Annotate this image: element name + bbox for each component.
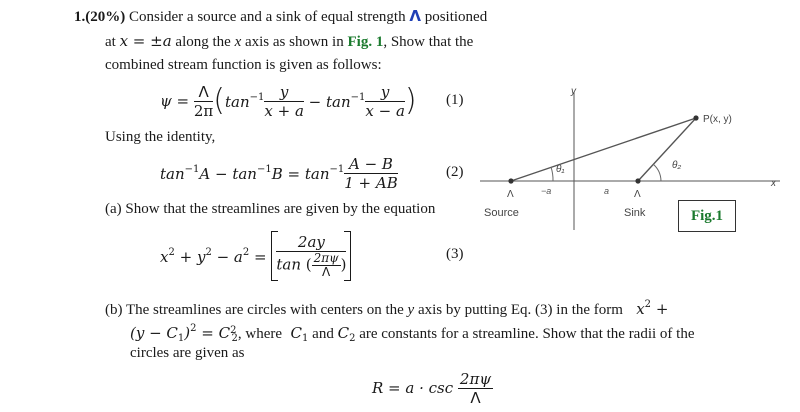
equation-2-label: (2) <box>446 164 464 180</box>
x-axis-label: x <box>771 178 776 189</box>
intro-text-1a: Consider a source and a sink of equal strength <box>129 9 406 25</box>
radius-equation: R = a · csc $\frac{2\pi\psi}{\Lambda}$ <box>372 369 492 407</box>
theta2-label: θ₂ <box>672 160 682 171</box>
neg-a-label: −a <box>541 186 552 196</box>
pos-a-label: a <box>604 186 610 196</box>
problem-number: 1.(20%) <box>74 9 126 25</box>
part-b-line-2: $(y - C_1)^2 = C^2_2$, where $C_1$ and $C_2$ are constants for a streamline. Show that the radii of the <box>130 323 695 344</box>
sink-point <box>635 178 640 183</box>
intro-text-2d: , Show that the <box>383 34 474 50</box>
intro-math-2: x = ±a <box>119 32 172 50</box>
equation-2: $\tan^{-1}A - \tan^{-1}B = \tan^{-1}$ $\frac{A - B}{1 + AB}$ <box>160 154 398 192</box>
intro-text-2b: along the <box>175 34 231 50</box>
intro-x-var: x <box>234 34 242 50</box>
sink-lambda: Λ <box>634 189 641 200</box>
theta2-arc <box>653 164 661 181</box>
part-b-text-2-end: are constants for a streamline. Show that the radii of the <box>359 326 695 342</box>
intro-text-2a: at <box>105 34 116 50</box>
part-b-and: and <box>312 326 334 342</box>
theta1-arc <box>551 167 553 181</box>
part-b-text-3: circles are given as <box>130 345 245 361</box>
theta1-label: θ₁ <box>556 164 565 175</box>
sink-label: Sink <box>624 207 646 219</box>
source-label: Source <box>484 207 519 219</box>
part-a-text: (a) Show that the streamlines are given by the equation <box>105 201 436 217</box>
intro-text-1b: positioned <box>424 9 488 25</box>
lambda-symbol: Λ <box>409 7 421 25</box>
equation-3: $x^2 + y^2 - a^2$ = 2ay tan ( $\frac{2\pi\psi}{\Lambda}$ ) <box>160 228 351 284</box>
figure-reference-link: Fig. 1 <box>347 34 384 50</box>
figure-1-diagram <box>475 82 795 242</box>
point-p-label: P(x, y) <box>703 114 732 125</box>
part-b-text-1b: axis by putting Eq. (3) in the form <box>417 302 623 318</box>
intro-text-2c: axis as shown in <box>244 34 344 50</box>
problem-intro-line-1 <box>74 6 487 27</box>
part-b-y-var: y <box>407 302 415 318</box>
figure-caption-box <box>678 200 736 232</box>
source-to-point-line <box>511 118 696 181</box>
part-b-text-1: (b) The streamlines are circles with centers on the <box>105 302 404 318</box>
part-b-line-1: (b) The streamlines are circles with centers on the y axis by putting Eq. (3) in the form $x^2$ + <box>105 299 669 318</box>
intro-text-3: combined stream function is given as follows: <box>105 57 382 73</box>
equation-1: ψ = $\frac{\Lambda}{2\pi}$ ( $\tan^{-1}$ $\frac{y}{x + a}$ − $\tan^{-1}$ $\frac{y}{x - a}$ ) <box>160 82 417 120</box>
source-lambda: Λ <box>507 189 514 200</box>
part-b-where: , where <box>237 326 283 342</box>
figure-caption: Fig.1 <box>690 207 724 224</box>
equation-3-label: (3) <box>446 246 464 262</box>
point-p <box>693 115 698 120</box>
y-axis-label: y <box>571 86 576 97</box>
equation-1-label: (1) <box>446 92 464 108</box>
identity-text: Using the identity, <box>105 129 216 145</box>
source-point <box>508 178 513 183</box>
problem-intro-line-2 <box>105 31 473 52</box>
